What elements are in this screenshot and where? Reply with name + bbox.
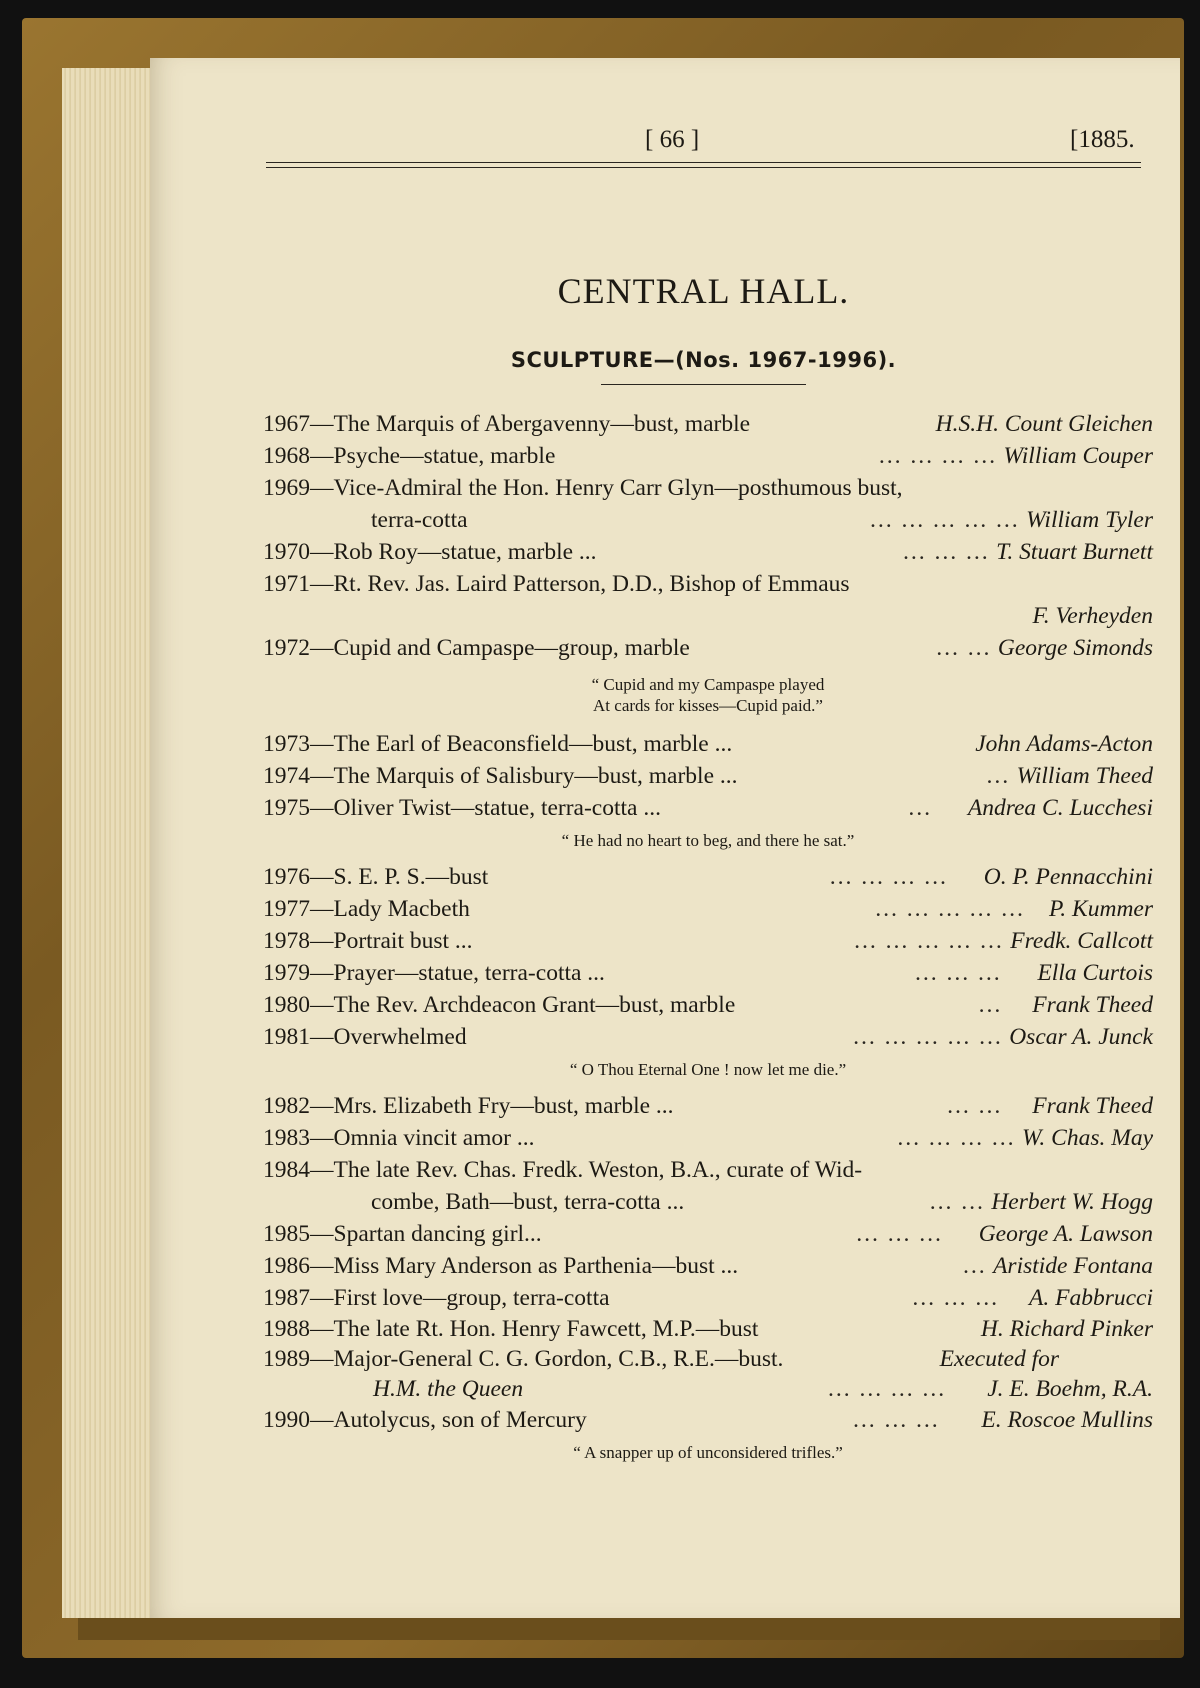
dot-leader: ... ... ... bbox=[853, 1407, 941, 1433]
artist-name: Fredk. Callcott bbox=[1010, 928, 1153, 954]
artist-name: Ella Curtois bbox=[1037, 960, 1153, 986]
artist-name: T. Stuart Burnett bbox=[996, 539, 1153, 565]
dot-leader: ... ... ... ... bbox=[830, 864, 949, 890]
dot-leader: ... ... ... ... ... bbox=[853, 1024, 1004, 1050]
dot-leader: ... bbox=[979, 992, 1003, 1018]
artist-name: F. Verheyden bbox=[1032, 603, 1153, 629]
quote-1990: “ A snapper up of unconsidered trifles.” bbox=[573, 1443, 843, 1462]
dot-leader: ... ... ... ... ... bbox=[854, 928, 1005, 954]
entry-1980: 1980—The Rev. Archdeacon Grant—bust, marble ... Frank Theed bbox=[263, 992, 1153, 1018]
header-rule bbox=[266, 162, 1141, 163]
dot-leader: ... ... ... ... bbox=[898, 1125, 1017, 1151]
entry-1983: 1983—Omnia vincit amor ... ... ... ... ... W. Chas. May bbox=[263, 1125, 1153, 1151]
dot-leader: ... bbox=[963, 1253, 988, 1279]
dot-leader: ... ... bbox=[936, 635, 992, 661]
artist-name: Andrea C. Lucchesi bbox=[967, 795, 1153, 821]
entry-1971: 1971—Rt. Rev. Jas. Laird Patterson, D.D., Bishop of Emmaus bbox=[263, 571, 850, 597]
entry-1986: 1986—Miss Mary Anderson as Parthenia—bust ... ... Aristide Fontana bbox=[263, 1253, 1153, 1279]
artist-name: George A. Lawson bbox=[978, 1221, 1153, 1247]
artist-name: Herbert W. Hogg bbox=[991, 1189, 1153, 1215]
entry-1974: 1974—The Marquis of Salisbury—bust, marble ... ... William Theed bbox=[263, 763, 1153, 789]
artist-name: Frank Theed bbox=[1032, 1093, 1153, 1119]
entry-1989-cont: H.M. the Queen ... ... ... ... J. E. Boehm, R.A. bbox=[373, 1376, 1153, 1402]
artist-name: George Simonds bbox=[997, 635, 1153, 661]
artist-name: W. Chas. May bbox=[1022, 1125, 1153, 1151]
section-title: CENTRAL HALL. bbox=[557, 271, 850, 311]
entry-1988: 1988—The late Rt. Hon. Henry Fawcett, M.P.—bust H. Richard Pinker bbox=[263, 1316, 1153, 1342]
entry-1971-artist bbox=[263, 600, 1153, 632]
dot-leader: ... ... ... ... bbox=[827, 1376, 947, 1402]
entry-1981: 1981—Overwhelmed ... ... ... ... ... Oscar A. Junck bbox=[263, 1024, 1153, 1050]
quote-1972: “ Cupid and my Campaspe played At cards for kisses—Cupid paid.” bbox=[591, 675, 825, 715]
entry-1977: 1977—Lady Macbeth ... ... ... ... ... P. Kummer bbox=[263, 896, 1153, 922]
artist-name: John Adams-Acton bbox=[975, 731, 1153, 757]
artist-name: William Couper bbox=[1003, 443, 1153, 469]
artist-name: William Theed bbox=[1016, 763, 1153, 789]
entry-1976: 1976—S. E. P. S.—bust ... ... ... ... O. P. Pennacchini bbox=[263, 864, 1153, 890]
entry-1985: 1985—Spartan dancing girl... ... ... ... George A. Lawson bbox=[263, 1221, 1153, 1247]
quote-1975: “ He had no heart to beg, and there he sat.” bbox=[561, 831, 855, 850]
entry-1990: 1990—Autolycus, son of Mercury ... ... ... E. Roscoe Mullins bbox=[263, 1407, 1153, 1433]
page-edges bbox=[62, 68, 152, 1618]
entry-1979: 1979—Prayer—statue, terra-cotta ... ... ... ... Ella Curtois bbox=[263, 960, 1153, 986]
entry-1975: 1975—Oliver Twist—statue, terra-cotta ... ... Andrea C. Lucchesi bbox=[263, 795, 1153, 821]
entry-1970: 1970—Rob Roy—statue, marble ... ... ... ... T. Stuart Burnett bbox=[263, 539, 1153, 565]
dot-leader: ... ... ... ... ... bbox=[870, 507, 1021, 533]
artist-name: Oscar A. Junck bbox=[1009, 1024, 1153, 1050]
artist-note: Executed for bbox=[939, 1346, 1059, 1372]
section-subtitle: SCULPTURE—(Nos. 1967-1996). bbox=[510, 348, 897, 372]
page-header bbox=[150, 122, 1150, 162]
entry-1982: 1982—Mrs. Elizabeth Fry—bust, marble ... ... ... Frank Theed bbox=[263, 1093, 1153, 1119]
entry-1984: 1984—The late Rev. Chas. Fredk. Weston, B.A., curate of Wid- bbox=[263, 1157, 863, 1183]
entry-1973: 1973—The Earl of Beaconsfield—bust, marble ... John Adams-Acton bbox=[263, 728, 1153, 760]
artist-name: H.S.H. Count Gleichen bbox=[935, 411, 1153, 437]
entry-1969-cont: terra-cotta ... ... ... ... ... William Tyler bbox=[371, 507, 1153, 533]
dot-leader: ... ... ... bbox=[913, 1285, 1000, 1311]
artist-name: Frank Theed bbox=[1032, 992, 1153, 1018]
entry-1972: 1972—Cupid and Campaspe—group, marble ... ... George Simonds bbox=[263, 635, 1153, 661]
dot-leader: ... ... ... ... ... bbox=[875, 896, 1026, 922]
entry-1987: 1987—First love—group, terra-cotta ... ... ... A. Fabbrucci bbox=[263, 1285, 1153, 1311]
dot-leader: ... ... bbox=[947, 1093, 1003, 1119]
dot-leader: ... ... bbox=[930, 1189, 986, 1215]
dot-leader: ... ... ... ... bbox=[879, 443, 998, 469]
artist-name: P. Kummer bbox=[1048, 896, 1153, 922]
catalogue-page bbox=[150, 58, 1180, 1618]
entry-1989: 1989—Major-General C. G. Gordon, C.B., R.E.—bust. Executed for bbox=[263, 1346, 1059, 1372]
entry-1967: 1967—The Marquis of Abergavenny—bust, marble H.S.H. Count Gleichen bbox=[263, 408, 1153, 440]
entry-1978: 1978—Portrait bust ... ... ... ... ... ... Fredk. Callcott bbox=[263, 928, 1153, 954]
dot-leader: ... bbox=[908, 795, 933, 821]
artist-name: H. Richard Pinker bbox=[980, 1316, 1153, 1342]
entry-1969: 1969—Vice-Admiral the Hon. Henry Carr Glyn—posthumous bust, bbox=[263, 475, 903, 501]
subtitle-rule bbox=[601, 384, 806, 385]
dot-leader: ... ... ... bbox=[915, 960, 1003, 986]
entry-1968: 1968—Psyche—statue, marble ... ... ... ... William Couper bbox=[263, 443, 1153, 469]
artist-name: J. E. Boehm, R.A. bbox=[987, 1376, 1153, 1402]
quote-1981: “ O Thou Eternal One ! now let me die.” bbox=[569, 1060, 847, 1079]
artist-name: William Tyler bbox=[1026, 507, 1153, 533]
dot-leader: ... ... ... bbox=[856, 1221, 944, 1247]
page-year: [1885. bbox=[1070, 126, 1135, 153]
artist-name: E. Roscoe Mullins bbox=[981, 1407, 1153, 1433]
entries-list bbox=[263, 408, 1153, 1473]
dot-leader: ... bbox=[987, 763, 1011, 789]
header-rule-double bbox=[266, 167, 1141, 168]
artist-name: Aristide Fontana bbox=[993, 1253, 1153, 1279]
artist-name: A. Fabbrucci bbox=[1029, 1285, 1153, 1311]
page-number: [ 66 ] bbox=[645, 126, 700, 153]
entry-1984-cont: combe, Bath—bust, terra-cotta ... ... ... Herbert W. Hogg bbox=[371, 1189, 1153, 1215]
dot-leader: ... ... ... bbox=[903, 539, 991, 565]
artist-name: O. P. Pennacchini bbox=[983, 864, 1153, 890]
